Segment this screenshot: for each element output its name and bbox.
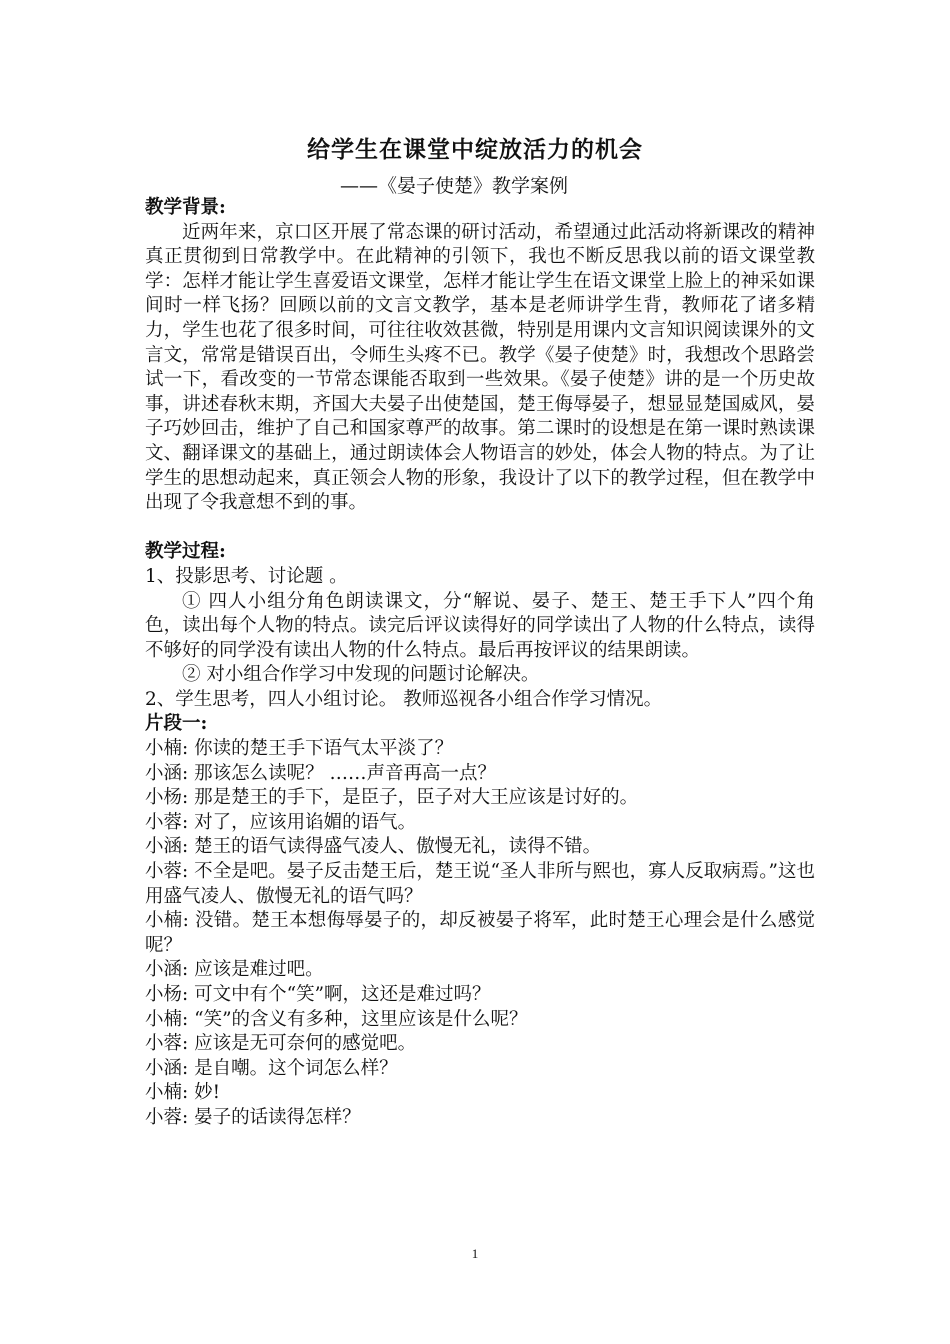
dialogue-line: 小蓉: 晏子的话读得怎样？ [145, 1106, 361, 1128]
document-subtitle: ——《晏子使楚》教学案例 [340, 175, 569, 197]
document-body [145, 196, 815, 1131]
step-two: 2、学生思考，四人小组讨论。 教师巡视各小组合作学习情况。 [145, 688, 663, 710]
dialogue-line: 小楠: “笑”的含义有多种，这里应该是什么呢？ [145, 1008, 528, 1030]
step-one: 1、投影思考、讨论题 。 [145, 565, 348, 587]
background-paragraph: 近两年来，京口区开展了常态课的研讨活动，希望通过此活动将新课改的精神真正贯彻到日常教学中。在此精神的引领下，我也不断反思我以前的语文课堂教学：怎样才能让学生喜爱语文课堂，怎样才能让学生在语文课堂上脸上的神采如课间时一样飞扬？回顾以前的文言文教学，基本是老师讲学生背，教师花了诸多精力，学生也花了很多时间，可往往收效甚微，特别是用课内文言知识阅读课外的文言文，常常是错误百出，令师生头疼不已。教学《晏子使楚》时，我想改个思路尝试一下，看改变的一节常态课能否取到一些效果。《晏子使楚》讲的是一个历史故事，讲述春秋末期，齐国大夫晏子出使楚国，楚王侮辱晏子，想显显楚国威风，晏子巧妙回击，维护了自己和国家尊严的故事。第二课时的设想是在第一课时熟读课文、翻译课文的基础上，通过朗读体会人物语言的妙处，体会人物的特点。为了让学生的思想动起来，真正领会人物的形象，我设计了以下的教学过程，但在教学中出现了令我意想不到的事。 [145, 221, 815, 514]
document-title: 给学生在课堂中绽放活力的机会 [307, 136, 643, 163]
dialogue-line: 小杨: 可文中有个“笑”啊，这还是难过吗？ [145, 984, 491, 1005]
dialogue-line: 小楠: 你读的楚王手下语气太平淡了？ [145, 738, 454, 760]
dialogue-line: 小涵: 是自嘲。这个词怎么样？ [145, 1057, 398, 1079]
dialogue-line: 小蓉: 不全是吧。晏子反击楚王后，楚王说“圣人非所与熙也，寡人反取病焉。”这也用盛气凌人、傲慢无礼的语气吗？ [145, 861, 815, 907]
step-one-item-two: ② 对小组合作学习中发现的问题讨论解决。 [182, 664, 540, 686]
page-number: 1 [471, 1246, 479, 1261]
fragment-heading: 片段一: [145, 713, 208, 735]
section-spacer [145, 516, 815, 541]
dialogue-line: 小楠: 没错。楚王本想侮辱晏子的，却反被晏子将军，此时楚王心理会是什么感觉呢？ [145, 910, 815, 956]
dialogue-line: 小楠: 妙! [145, 1082, 221, 1104]
dialogue-line: 小杨: 那是楚王的手下，是臣子，臣子对大王应该是讨好的。 [145, 787, 639, 809]
dialogue-line: 小蓉: 对了，应该用谄媚的语气。 [145, 811, 417, 833]
process-heading: 教学过程: [145, 541, 226, 563]
dialogue-line: 小涵: 那该怎么读呢？ ……声音再高一点？ [145, 762, 496, 784]
dialogue-line: 小涵: 楚王的语气读得盛气凌人、傲慢无礼，读得不错。 [145, 836, 602, 858]
dialogue-line: 小涵: 应该是难过吧。 [145, 959, 324, 981]
step-one-item-one: ① 四人小组分角色朗读课文，分“解说、晏子、楚王、楚王手下人”四个角色，读出每个人物的特点。读完后评议读得好的同学读出了人物的什么特点，读得不够好的同学没有读出人物的什么特点。最后再按评议的结果朗读。 [145, 590, 815, 661]
background-heading: 教学背景: [145, 197, 226, 218]
dialogue-line: 小蓉: 应该是无可奈何的感觉吧。 [145, 1033, 417, 1055]
